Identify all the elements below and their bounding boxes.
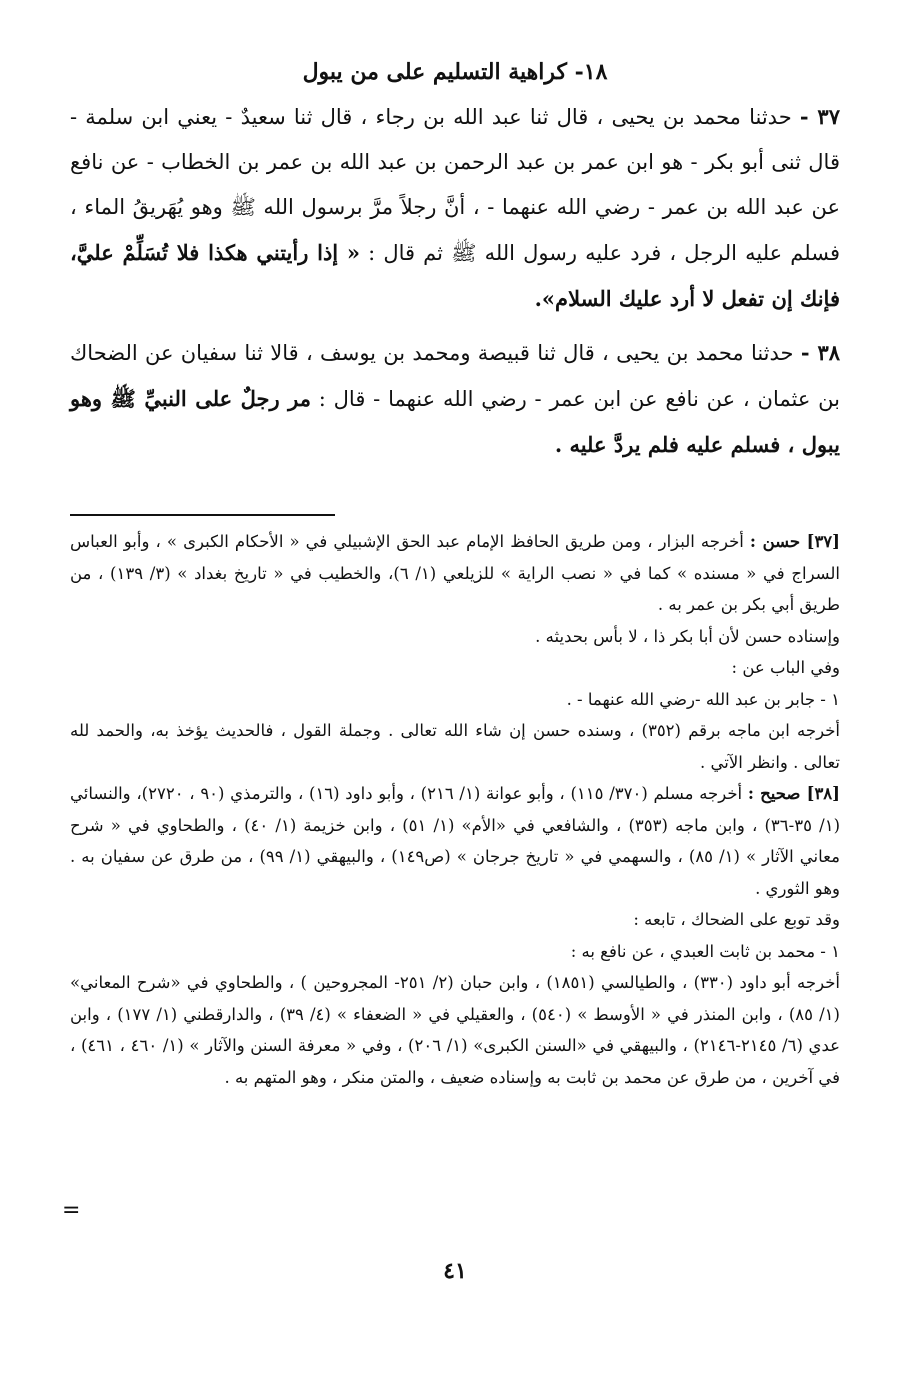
note-37 (70, 526, 840, 621)
hadith-38-number: ٣٨ - (800, 340, 840, 365)
note-37-head: [٣٧] حسن : (749, 532, 840, 551)
hadith-38-matn: مر رجلٌ على النبيِّ ﷺ وهو يبول ، فسلم عليه فلم يردَّ عليه . (70, 386, 840, 457)
note-38 (70, 778, 840, 904)
tabi-intro: وقد توبع على الضحاك ، تابعه : (633, 910, 840, 929)
hadith-37-isnad: حدثنا محمد بن يحيى ، قال ثنا عبد الله بن رجاء ، قال ثنا سعيدٌ - يعني ابن سلمة - قال ثنى أبو بكر - هو ابن عمر بن عبد الرحمن بن عبد الله بن عمر بن الخطاب - عن نافع عن عبد الله بن عمر - رضي الله عنهما - ، أنَّ رجلاً مرَّ برسول الله ﷺ وهو يُهَريقُ الماء ، فسلم عليه الرجل ، فرد عليه رسول الله ﷺ ثم قال : (70, 105, 840, 265)
hadith-38-isnad: حدثنا محمد بن يحيى ، قال ثنا قبيصة ومحمد بن يوسف ، قالا ثنا سفيان عن الضحاك بن عثمان ، عن نافع عن ابن عمر - رضي الله عنهما - قال : (70, 341, 840, 411)
hadith-37-number: ٣٧ - (799, 104, 840, 129)
note-38-head: [٣٨] صحيح : (747, 784, 840, 803)
note-38-text: أخرجه مسلم (٣٧٠/ ١١٥) ، وأبو عوانة (١/ ٢١٦) ، وأبو داود (١٦) ، والترمذي (٩٠ ، ٢٧٢٠)، والنسائي (١/ ٣٥-٣٦) ، وابن ماجه (٣٥٣) ، والشافعي في «الأم» (١/ ٥١) ، وابن خزيمة (١/ ٤٠) ، والطحاوي في « شرح معاني الآثار » (١/ ٨٥) ، والسهمي في « تاريخ جرجان » (ص١٤٩) ، والبيهقي (١/ ٩٩) ، من طرق عن سفيان به . وهو الثوري . (70, 784, 840, 898)
footnote-divider (70, 514, 335, 516)
note-37-text: أخرجه البزار ، ومن طريق الحافظ الإمام عبد الحق الإشبيلي في « الأحكام الكبرى » ، وأبو العباس السراج في « مسنده » كما في « نصب الراية » للزيلعي (١/ ٦)، والخطيب في « تاريخ بغداد » (٣/ ١٣٩) ، من طريق أبي بكر بن عمر به . (70, 532, 840, 614)
footnote-divider-wrap (70, 476, 840, 526)
bab-item-1-takhrij: أخرجه ابن ماجه برقم (٣٥٢) ، وسنده حسن إن شاء الله تعالى . وجملة القول ، فالحديث يؤخذ به، والحمد لله تعالى . وانظر الآتي . (70, 721, 840, 772)
page (70, 40, 840, 1360)
bab-intro: وفي الباب عن : (731, 658, 840, 677)
hadith-38 (70, 330, 840, 468)
bab-item-1: ١ - جابر بن عبد الله -رضي الله عنهما - . (566, 689, 840, 709)
continuation-mark: = (62, 1198, 81, 1223)
tabi-item-1: ١ - محمد بن ثابت العبدي ، عن نافع به : (570, 941, 840, 961)
note-37-isnad: وإسناده حسن لأن أبا بكر ذا ، لا بأس بحديثه . (535, 626, 840, 646)
hadith-37 (70, 94, 840, 322)
hadith-37-matn: « إذا رأيتني هكذا فلا تُسَلِّمْ عليَّ، فإنك إن تفعل لا أرد عليك السلام». (70, 240, 840, 311)
tabi-item-1-takhrij: أخرجه أبو داود (٣٣٠) ، والطيالسي (١٨٥١) ، وابن حبان (٢/ ٢٥١- المجروحين ) ، والطحاوي في «شرح المعاني» (١/ ٨٥) ، وابن المنذر في « الأوسط » (٥٤٠) ، والعقيلي في « الضعفاء » (٤/ ٣٩) ، والدارقطني (١/ ١٧٧) ، وابن عدي (٦/ ٢١٤٥-٢١٤٦) ، والبيهقي في «السنن الكبرى» (١/ ٢٠٦) ، وفي « معرفة السنن والآثار » (١/ ٤٦٠ ، ٤٦١) ، في آخرين ، من طرق عن محمد بن ثابت به وإسناده ضعيف ، والمتن منكر ، وهو المتهم به . (70, 973, 840, 1087)
page-number: ٤١ (443, 1258, 467, 1284)
chapter-title: ١٨- كراهية التسليم على من يبول (302, 59, 608, 85)
footnotes (70, 526, 840, 1093)
